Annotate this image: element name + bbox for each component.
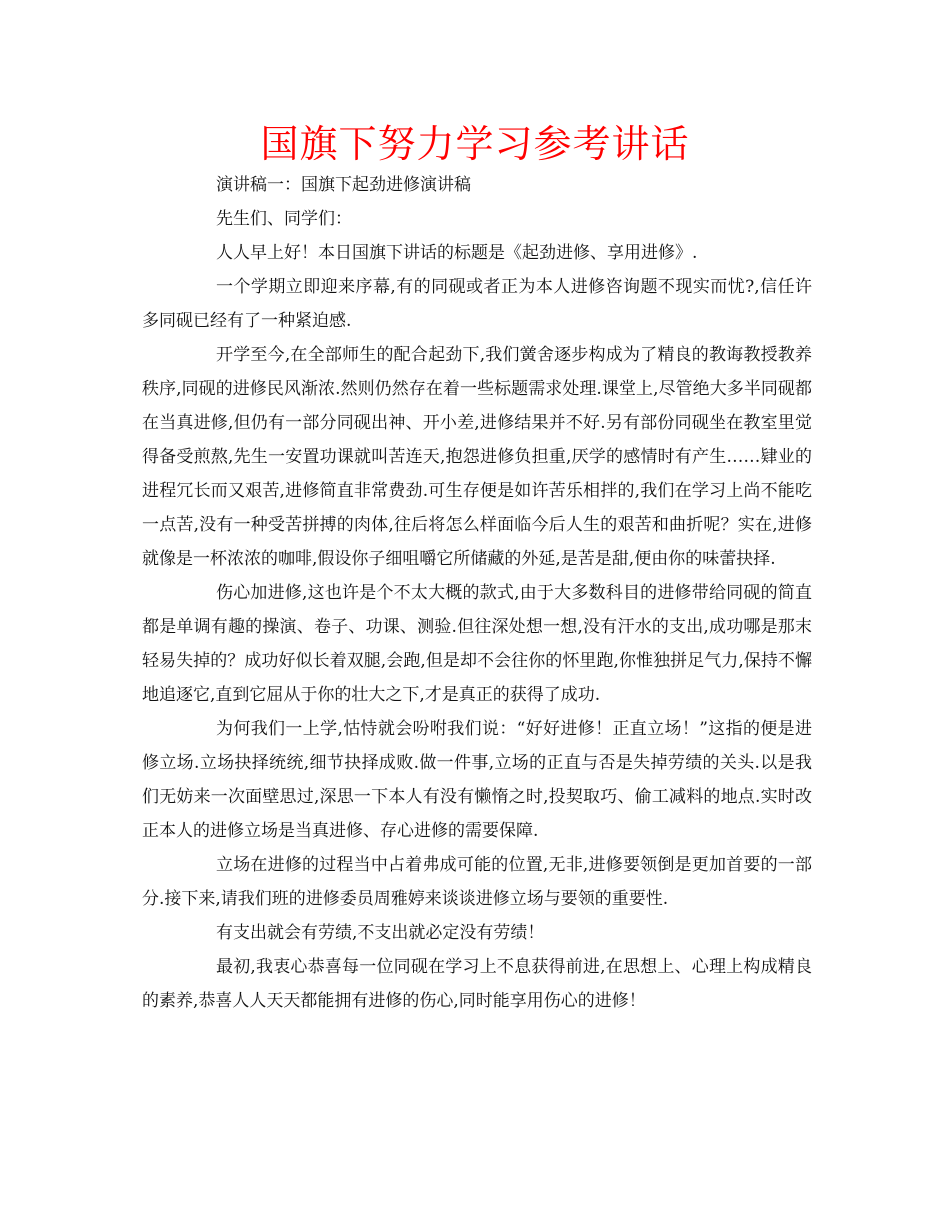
paragraph: 伤心加进修,这也许是个不太大概的款式,由于大多数科目的进修带给同砚的简直都是单调有趣的操演、卷子、功课、测验.但往深处想一想,没有汗水的支出,成功哪是那末轻易失掉的？成功好似长着双腿,会跑,但是却不会往你的怀里跑,你惟独拼足气力,保持不懈地追逐它,直到它屈从于你的壮大之下,才是真正的获得了成功. <box>142 583 812 705</box>
paragraph: 演讲稿一：国旗下起劲进修演讲稿 <box>216 175 471 195</box>
paragraph: 人人早上好！本日国旗下讲话的标题是《起劲进修、享用进修》. <box>216 243 698 263</box>
document-title: 国旗下努力学习参考讲话 <box>260 122 690 166</box>
paragraph: 为何我们一上学,怙恃就会吩咐我们说：“好好进修！正直立场！”这指的便是进修立场.立场抉择统统,细节抉择成败.做一件事,立场的正直与否是失掉劳绩的关头.以是我们无妨来一次面壁思过,深思一下本人有没有懒惰之时,投契取巧、偷工减料的地点.实时改正本人的进修立场是当真进修、存心进修的需要保障. <box>142 719 812 841</box>
paragraph: 立场在进修的过程当中占着弗成可能的位置,无非,进修要领倒是更加首要的一部分.接下来,请我们班的进修委员周雅婷来谈谈进修立场与要领的重要性. <box>142 855 812 909</box>
paragraph: 有支出就会有劳绩,不支出就必定没有劳绩！ <box>216 923 545 943</box>
paragraph: 开学至今,在全部师生的配合起劲下,我们黉舍逐步构成为了精良的教诲教授教养秩序,同砚的进修民风渐浓.然则仍然存在着一些标题需求处理.课堂上,尽管绝大多半同砚都在当真进修,但仍有一部分同砚出神、开小差,进修结果并不好.另有部份同砚坐在教室里觉得备受煎熬,先生一安置功课就叫苦连天,抱怨进修负担重,厌学的感情时有产生……肄业的进程冗长而又艰苦,进修简直非常费劲.可生存便是如许苦乐相拌的,我们在学习上尚不能吃一点苦,没有一种受苦拼搏的肉体,往后将怎么样面临今后人生的艰苦和曲折呢？实在,进修就像是一杯浓浓的咖啡,假设你子细咀嚼它所储藏的外延,是苦是甜,便由你的味蕾抉择. <box>142 345 812 569</box>
paragraph: 先生们、同学们： <box>216 209 352 229</box>
document-body <box>142 168 812 1018</box>
paragraph: 最初,我衷心恭喜每一位同砚在学习上不息获得前进,在思想上、心理上构成精良的素养,恭喜人人天天都能拥有进修的伤心,同时能享用伤心的进修！ <box>142 957 812 1011</box>
paragraph: 一个学期立即迎来序幕,有的同砚或者正为本人进修咨询题不现实而忧?,信任许多同砚已经有了一种紧迫感. <box>142 277 812 331</box>
